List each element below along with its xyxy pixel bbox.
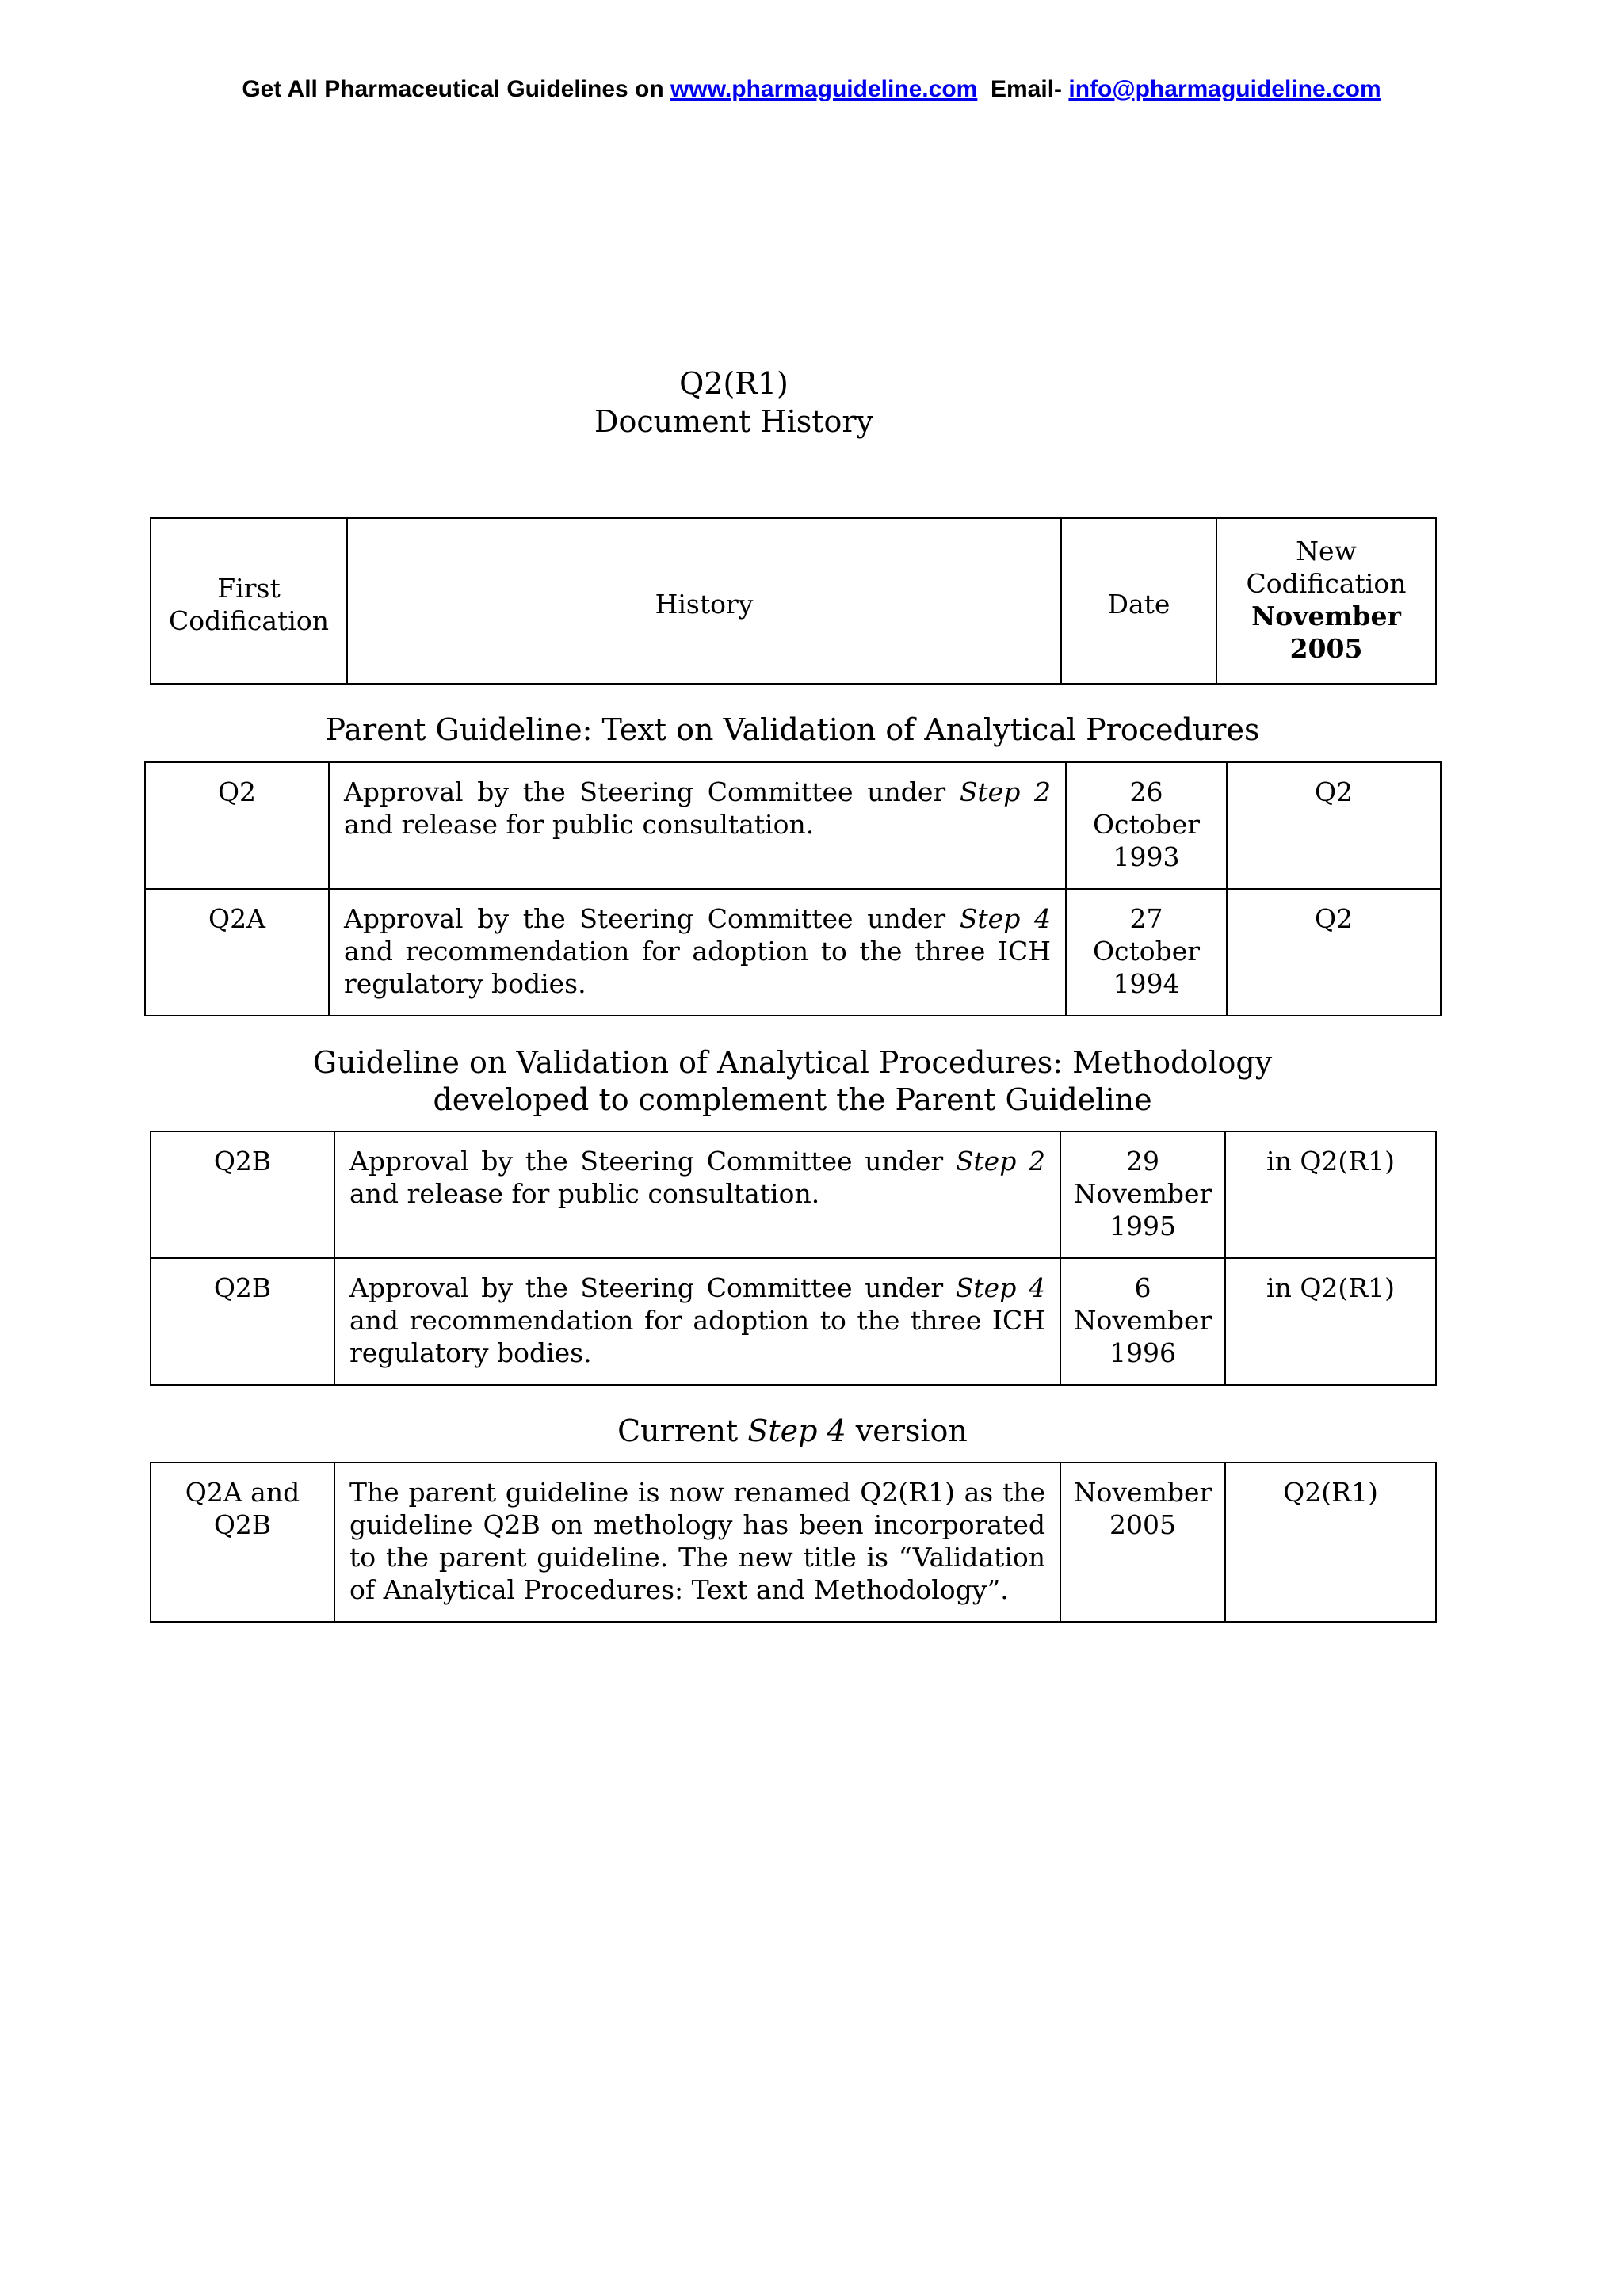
header-banner xyxy=(0,76,1623,103)
table-row xyxy=(151,1131,1436,1258)
section-heading-parent: Parent Guideline: Text on Validation of Analytical Procedures xyxy=(325,712,1260,747)
website-link[interactable]: www.pharmaguideline.com xyxy=(670,76,978,102)
table-row xyxy=(145,762,1441,889)
document-title xyxy=(0,364,1468,441)
document-code: Q2(R1) xyxy=(679,366,789,401)
table-row xyxy=(151,1463,1436,1622)
section-heading-current: Current Step 4 version xyxy=(617,1413,968,1448)
date-cell: 6 November 1996 xyxy=(1060,1258,1225,1385)
new-codification-cell: Q2 xyxy=(1227,889,1441,1016)
banner-prefix: Get All Pharmaceutical Guidelines on xyxy=(242,76,664,102)
document-subtitle: Document History xyxy=(594,404,874,439)
history-cell: The parent guideline is now renamed Q2(R1) as the guideline Q2B on methology has been incorporated to the parent guideline. The new title is “Validation of Analytical Procedures: Text and Methodology”. xyxy=(334,1463,1060,1622)
methodology-table xyxy=(150,1131,1437,1386)
parent-guideline-table xyxy=(144,761,1442,1016)
first-codification-header: First Codification xyxy=(151,518,347,684)
email-label: Email- xyxy=(991,76,1063,102)
new-codification-cell: Q2(R1) xyxy=(1225,1463,1436,1622)
date-cell: 27 October 1994 xyxy=(1066,889,1227,1016)
table-row xyxy=(145,889,1441,1016)
header-row xyxy=(151,518,1436,684)
section-heading-methodology: Guideline on Validation of Analytical Procedures: Methodology developed to complement the Parent Guideline xyxy=(312,1045,1273,1117)
date-cell: 29 November 1995 xyxy=(1060,1131,1225,1258)
header-table xyxy=(150,517,1437,685)
first-codification-cell: Q2 xyxy=(145,762,329,889)
history-header: History xyxy=(347,518,1061,684)
new-codification-cell: in Q2(R1) xyxy=(1225,1131,1436,1258)
date-cell: 26 October 1993 xyxy=(1066,762,1227,889)
first-codification-cell: Q2B xyxy=(151,1258,334,1385)
date-cell: November 2005 xyxy=(1060,1463,1225,1622)
history-cell: Approval by the Steering Committee under Step 4 and recommendation for adoption to the three ICH regulatory bodies. xyxy=(334,1258,1060,1385)
current-version-table xyxy=(150,1462,1437,1623)
history-cell: Approval by the Steering Committee under Step 4 and recommendation for adoption to the three ICH regulatory bodies. xyxy=(329,889,1066,1016)
first-codification-cell: Q2A xyxy=(145,889,329,1016)
new-codification-cell: in Q2(R1) xyxy=(1225,1258,1436,1385)
first-codification-cell: Q2B xyxy=(151,1131,334,1258)
history-cell: Approval by the Steering Committee under Step 2 and release for public consultation. xyxy=(329,762,1066,889)
first-codification-cell: Q2A and Q2B xyxy=(151,1463,334,1622)
history-cell: Approval by the Steering Committee under Step 2 and release for public consultation. xyxy=(334,1131,1060,1258)
new-codification-cell: Q2 xyxy=(1227,762,1441,889)
email-link[interactable]: info@pharmaguideline.com xyxy=(1068,76,1381,102)
date-header: Date xyxy=(1061,518,1216,684)
table-row xyxy=(151,1258,1436,1385)
new-codification-header: New Codification November 2005 xyxy=(1216,518,1436,684)
